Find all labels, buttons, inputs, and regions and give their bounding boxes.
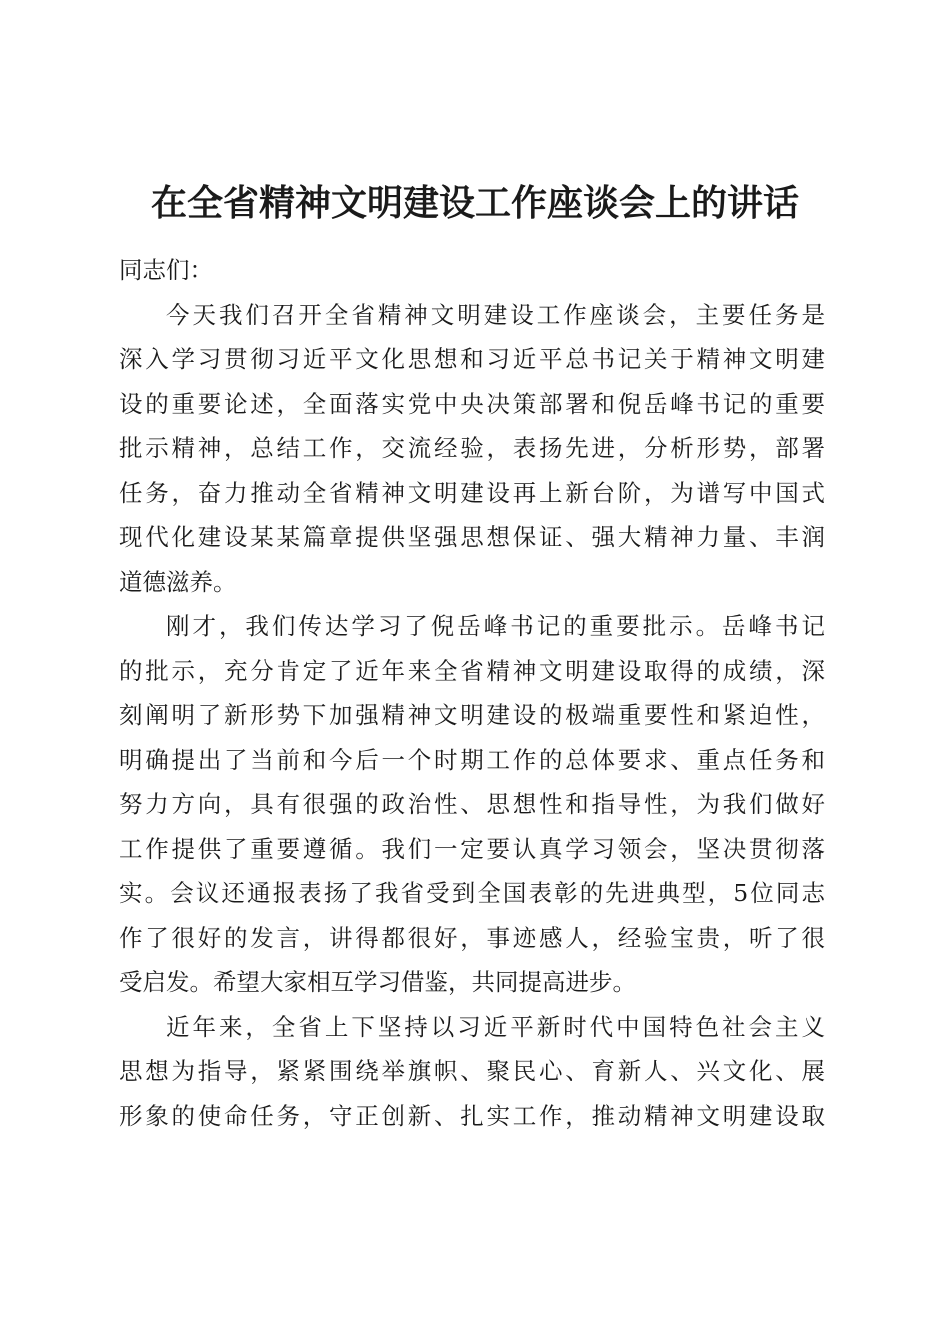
paragraph-line: 作了很好的发言，讲得都很好，事迹感人，经验宝贵，听了很 [119, 923, 825, 952]
document-body [119, 248, 825, 1138]
paragraph-line: 道德滋养。 [119, 567, 237, 596]
paragraph-line: 努力方向，具有很强的政治性、思想性和指导性，为我们做好 [119, 790, 825, 818]
paragraph-line: 批示精神，总结工作，交流经验，表扬先进，分析形势，部署 [119, 434, 825, 462]
paragraph-line: 工作提供了重要遵循。我们一定要认真学习领会，坚决贯彻落 [119, 834, 825, 863]
paragraph-line: 刚才，我们传达学习了倪岳峰书记的重要批示。岳峰书记 [166, 612, 825, 640]
paragraph-line: 设的重要论述，全面落实党中央决策部署和倪岳峰书记的重要 [119, 389, 825, 418]
paragraph-line: 明确提出了当前和今后一个时期工作的总体要求、重点任务和 [119, 745, 825, 774]
paragraph-2 [119, 604, 825, 1005]
document-title: 在全省精神文明建设工作座谈会上的讲话 [150, 182, 799, 224]
paragraph-1 [119, 293, 825, 605]
paragraph-line: 实。会议还通报表扬了我省受到全国表彰的先进典型，5位同志 [119, 879, 825, 907]
paragraph-3 [119, 1005, 825, 1139]
paragraph-line: 受启发。希望大家相互学习借鉴，共同提高进步。 [119, 968, 636, 996]
paragraph-line: 形象的使命任务，守正创新、扎实工作，推动精神文明建设取 [119, 1101, 825, 1130]
paragraph-line: 近年来，全省上下坚持以习近平新时代中国特色社会主义 [166, 1012, 825, 1041]
paragraph-line: 刻阐明了新形势下加强精神文明建设的极端重要性和紧迫性， [119, 701, 825, 729]
salutation: 同志们： [119, 256, 213, 284]
paragraph-line: 现代化建设某某篇章提供坚强思想保证、强大精神力量、丰润 [119, 523, 825, 551]
paragraph-line: 深入学习贯彻习近平文化思想和习近平总书记关于精神文明建 [119, 345, 825, 373]
paragraph-line: 思想为指导，紧紧围绕举旗帜、聚民心、育新人、兴文化、展 [119, 1057, 825, 1085]
paragraph-line: 任务，奋力推动全省精神文明建设再上新台阶，为谱写中国式 [119, 478, 825, 507]
paragraph-line: 的批示，充分肯定了近年来全省精神文明建设取得的成绩，深 [119, 656, 825, 685]
paragraph-line: 今天我们召开全省精神文明建设工作座谈会，主要任务是 [166, 300, 825, 329]
